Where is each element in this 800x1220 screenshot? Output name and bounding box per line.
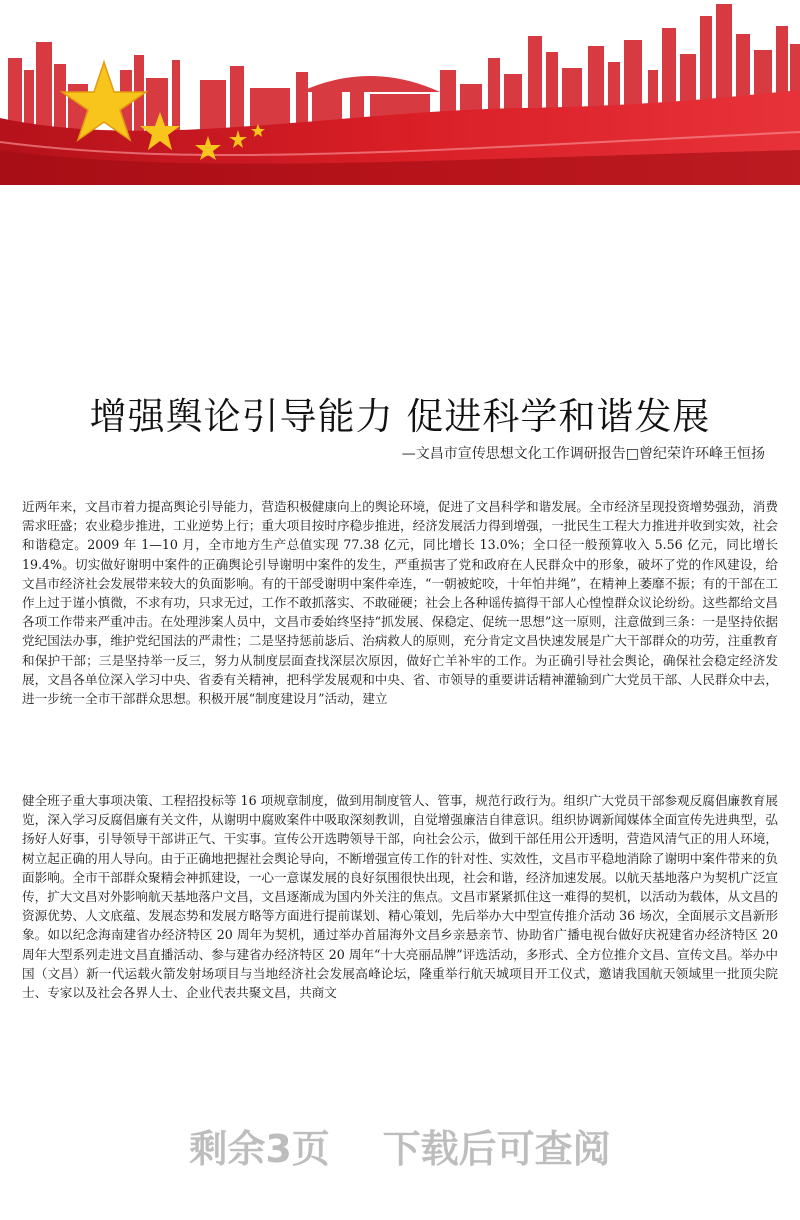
body-paragraph-2: 健全班子重大事项决策、工程招投标等 16 项规章制度，做到用制度管人、管事，规范行政行为。组织广大党员干部参观反腐倡廉教育展览，深入学习反腐倡廉有关文件，从谢明中腐败案件中吸取深刻教训，自觉增强廉洁自律意识。组织协调新闻媒体全面宣传先进典型，弘扬好人好事，引导领导干部讲正气、干实事。宣传公开选聘领导干部，向社会公示，做到干部任用公开透明，营造风清气正的用人环境，树立起正确的用人导向。由于正确地把握社会舆论导向，不断增强宣传工作的针对性、实效性，文昌市平稳地消除了谢明中案件带来的负面影响。全市干部群众聚精会神抓建设，一心一意谋发展的良好氛围很快出现，社会和谐，经济加速发展。以航天基地落户为契机广泛宣传，扩大文昌对外影响航天基地落户文昌，文昌逐渐成为国内外关注的焦点。文昌市紧紧抓住这一难得的契机，以活动为载体，从文昌的资源优势、人文底蕴、发展态势和发展方略等方面进行提前谋划、精心策划，先后举办大中型宣传推介活动 36 场次，全面展示文昌新形象。如以纪念海南建省办经济特区 20 周年为契机，通过举办首届海外文昌乡亲悬亲节、协助省广播电视台做好庆祝建省办经济特区 20 周年大型系列走进文昌直播活动、参与建省办经济特区 20 周年“十大亮丽品牌”评选活动，多形式、全方位推介文昌、宣传文昌。举办中国（文昌）新一代运载火箭发射场项目与当地经济社会发展高峰论坛，隆重举行航天城项目开工仪式，邀请我国航天领域里一批顶尖院士、专家以及社会各界人士、企业代表共聚文昌，共商文 [22, 793, 778, 1001]
download-prompt[interactable]: 剩余3页 下载后可查阅 [189, 1127, 611, 1171]
body-paragraph-1: 近两年来，文昌市着力提高舆论引导能力，营造积极健康向上的舆论环境，促进了文昌科学和谐发展。全市经济呈现投资增势强劲，消费需求旺盛；农业稳步推进，工业逆势上行；重大项目按时序稳步推进，经济发展活力得到增强，一批民生工程大力推进并收到实效，社会和谐稳定。2009 年 1—10 月，全市地方生产总值实现 77.38 亿元，同比增长 13.0%；全口径一般预算收入 5.56 亿元，同比增长 19.4%。切实做好谢明中案件的正确舆论引导谢明中案件的发生，严重损害了党和政府在人民群众中的形象，破坏了党的作风建设，给文昌市经济社会发展带来较大的负面影响。有的干部受谢明中案件牵连，“一朝被蛇咬，十年怕井绳”，在精神上萎靡不振；有的干部在工作上过于谨小慎微，不求有功，只求无过，工作不敢抓落实、不敢碰硬；社会上各种谣传搞得干部人心惶惶群众议论纷纷。这些都给文昌各项工作带来严重冲击。在处理涉案人员中，文昌市委始终坚持“抓发展、保稳定、促统一思想”这一原则，注意做到三条：一是坚持依据党纪国法办事，维护党纪国法的严肃性；二是坚持惩前毖后、治病救人的原则，充分肯定文昌快速发展是广大干部群众的功劳，注重教育和保护干部；三是坚持举一反三，努力从制度层面查找深层次原因，做好亡羊补牢的工作。为正确引导社会舆论，确保社会稳定经济发展，文昌各单位深入学习中央、省委有关精神，把科学发展观和中央、省、市领导的重要讲话精神灌输到广大党员干部、人民群众中去，进一步统一全市干部群众思想。积极开展“制度建设月”活动，建立 [22, 499, 778, 707]
skyline-illustration [0, 0, 800, 185]
header-banner [0, 0, 800, 185]
document-byline: —文昌市宣传思想文化工作调研报告□曾纪荣许环峰王恒扬 [401, 446, 765, 462]
document-title: 增强舆论引导能力 促进科学和谐发展 [89, 395, 711, 438]
